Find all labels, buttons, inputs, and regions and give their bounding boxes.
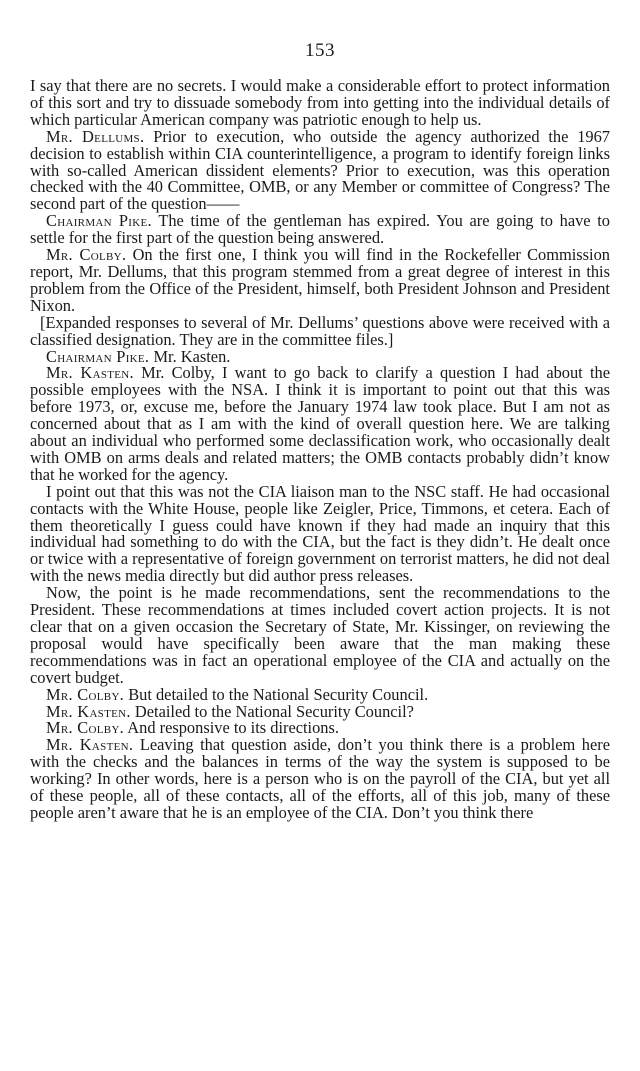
speaker-name: Chairman Pike.	[46, 211, 152, 231]
paragraph-note	[30, 312, 610, 349]
hearing-transcript	[30, 78, 610, 822]
paragraph-text: And responsive to its directions.	[127, 718, 339, 738]
paragraph-text: I say that there are no secrets. I would make a considerable effort to protect information of this sort and try to dissuade somebody from into getting into the individual details of which particular American company was patriotic enough to help us.	[30, 76, 610, 129]
paragraph	[30, 126, 610, 214]
paragraph	[30, 78, 610, 129]
paragraph-text: I point out that this was not the CIA liaison man to the NSC staff. He had occasional contacts with the White House, people like Zeigler, Price, Timmons, et cetera. Each of them theoretically I guess could have known if they had made an inquiry that this individual had something to do with the CIA, but the fact is they didn’t. He dealt once or twice with a representative of foreign government on terrorist matters, he did not deal with the news media directly but did author press releases.	[30, 481, 610, 586]
speaker-name: Mr. Kasten.	[46, 701, 131, 721]
paragraph	[30, 365, 610, 483]
paragraph	[30, 213, 610, 247]
speaker-name: Mr. Colby.	[46, 245, 127, 265]
paragraph-text: But detailed to the National Security Council.	[128, 684, 429, 704]
speaker-name: Mr. Colby.	[46, 684, 125, 704]
paragraph-text: Mr. Colby, I want to go back to clarify a question I had about the possible employees with the NSA. I think it is important to point out that this was before 1973, or, excuse me, before the January 1974 law took place. But I am not as concerned about that as I am with the kind of overall question here. We are talking about an individual who performed some declassification work, who occasionally dealt with OMB on arms deals and related matters; the OMB contacts probably didn’t know that he worked for the agency.	[30, 363, 610, 484]
paragraph-text: [Expanded responses to several of Mr. Dellums’ questions above were received with a classified designation. They are in the committee files.]	[30, 312, 610, 349]
paragraph-text: Detailed to the National Security Council?	[134, 701, 414, 721]
paragraph-text: The time of the gentleman has expired. You are going to have to settle for the first part of the question being answered.	[30, 211, 610, 248]
speaker-name: Mr. Kasten.	[46, 735, 134, 755]
paragraph-text: Leaving that question aside, don’t you think there is a problem here with the checks and the balances in terms of the way the system is supposed to be working? In other words, here is a person who is on the payroll of the CIA, but yet all of these people, all of these contacts, all of the efforts, all of this job, many of these people aren’t aware that he is an employee of the CIA. Don’t you think there	[30, 735, 610, 822]
speaker-name: Mr. Colby.	[46, 718, 125, 738]
speaker-name: Mr. Kasten.	[46, 363, 134, 383]
paragraph	[30, 481, 610, 586]
paragraph	[30, 737, 610, 822]
paragraph-text: Now, the point is he made recommendations, sent the recommendations to the President. These recommendations at times included covert action projects. It is not clear that on a given occasion the Secretary of State, Mr. Kissinger, on reviewing the proposal would have specifically been aware that the man making these recommendations was in fact an operational employee of the CIA and actually on the covert budget.	[30, 583, 610, 687]
paragraph-text: On the first one, I think you will find in the Rockefeller Commission report, Mr. Dellums, that this program stemmed from a great degree of interest in this problem from the Office of the President, himself, both President Johnson and President Nixon.	[30, 245, 610, 315]
speaker-name: Mr. Dellums.	[46, 126, 145, 146]
speaker-name: Chairman Pike.	[46, 346, 150, 366]
paragraph-text: Prior to execution, who outside the agency authorized the 1967 decision to establish within CIA counterintelligence, a program to identify foreign links with so-called American dissident elements? Prior to execution, was this operation checked with the 40 Committee, OMB, or any Member or committee of Congress? The second part of the question——	[30, 126, 610, 214]
paragraph	[30, 585, 610, 686]
paragraph	[30, 247, 610, 315]
page-number: 153	[305, 40, 335, 61]
paragraph-text: Mr. Kasten.	[153, 346, 231, 366]
